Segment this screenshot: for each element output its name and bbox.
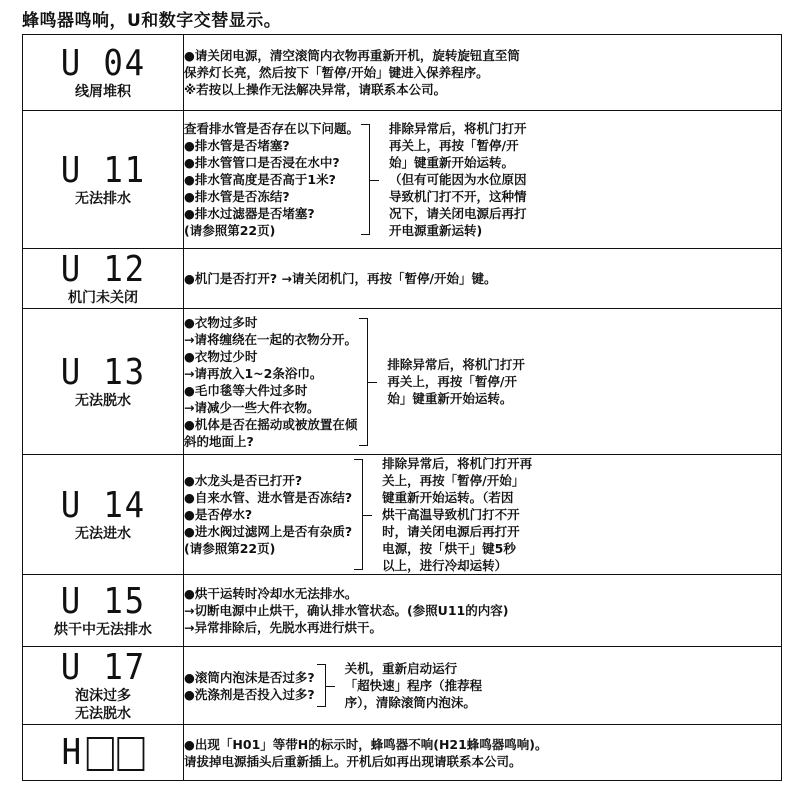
- remedy-text-line: ●烘干运转时冷却水无法排水。: [184, 586, 358, 601]
- remedy-cell: [184, 35, 782, 111]
- remedy-text-line: 时，请关闭电源后再打开: [382, 524, 520, 539]
- remedy-text-line: 再关上，再按「暂停/开: [389, 138, 519, 153]
- remedy-text-line: →请减少一些大件衣物。: [184, 399, 320, 415]
- remedy-text-line: →异常排除后，先脱水再进行烘干。: [184, 620, 382, 635]
- remedy-text-line: ●滚筒内泡沫是否过多?: [184, 669, 315, 685]
- error-code-label: 无法脱水: [75, 392, 131, 409]
- remedy-text-line: 电源，按「烘干」键5秒: [382, 541, 516, 556]
- remedy-cell: [184, 455, 782, 575]
- blank-digit-icon: [117, 737, 144, 771]
- error-code-cell: [23, 647, 184, 725]
- remedy-text-line: 保养灯长亮，然后按下「暂停/开始」键进入保养程序。: [184, 65, 489, 80]
- remedy-text-line: ●是否停水?: [184, 507, 253, 522]
- remedy-text-line: ●机体是否在摇动或被放置在倾: [184, 416, 358, 432]
- remedy-text-line: 烘干高温导致机门打不开: [382, 507, 520, 522]
- remedy-cell: [184, 249, 782, 309]
- remedy-text-line: 排除异常后，将机门打开: [387, 357, 525, 372]
- error-code-label: 泡沫过多: [75, 687, 131, 704]
- remedy-text-line: 排除异常后，将机门打开: [389, 121, 527, 136]
- remedy-text-line: 序），清除滚筒内泡沫。: [344, 695, 476, 710]
- error-code-display: U 13: [60, 351, 146, 393]
- remedy-text-line: 开电源重新运转): [389, 223, 483, 238]
- error-code-cell: [23, 575, 184, 647]
- remedy-text-line: 查看排水管是否存在以下问题。: [184, 121, 360, 136]
- remedy-cell: [184, 309, 782, 455]
- remedy-text-line: ●排水管高度是否高于1米?: [184, 172, 336, 187]
- blank-digit-icon: [87, 737, 114, 771]
- remedy-text-line: ●衣物过少时: [184, 348, 258, 364]
- remedy-text-line: 关上，再按「暂停/开始」: [382, 473, 525, 488]
- error-code-cell: [23, 455, 184, 575]
- error-code-cell: [23, 725, 184, 781]
- remedy-text-line: →请将缠绕在一起的衣物分开。: [184, 331, 357, 347]
- error-code-display: U 11: [60, 149, 146, 191]
- remedy-text-line: 导致机门打不开，这种情: [389, 189, 527, 204]
- remedy-text-line: 始」键重新开始运转。: [389, 155, 515, 170]
- error-row: [23, 309, 782, 455]
- remedy-text-line: ※若按以上操作无法解决异常，请联系本公司。: [184, 82, 447, 97]
- error-code-display: U 04: [60, 42, 146, 84]
- remedy-text-line: （但有可能因为水位原因: [389, 172, 527, 187]
- remedy-text-line: 排除异常后，将机门打开再: [382, 456, 533, 471]
- remedy-text-line: (请参照第22页): [184, 223, 276, 238]
- remedy-text-line: ●毛巾毯等大件过多时: [184, 382, 308, 398]
- remedy-text-line: ●排水管是否堵塞?: [184, 138, 290, 153]
- remedy-text-line: 「超快速」程序（推荐程: [344, 678, 483, 693]
- remedy-text-line: 关机，重新启动运行: [344, 661, 458, 676]
- remedy-text-line: 以上，进行冷却运转）: [382, 558, 508, 573]
- error-row: [23, 575, 782, 647]
- error-code-cell: [23, 249, 184, 309]
- remedy-text-line: (请参照第22页): [184, 541, 276, 556]
- bracket-icon: [317, 660, 339, 711]
- remedy-text-line: 斜的地面上?: [184, 433, 254, 449]
- remedy-text-line: ●排水管是否冻结?: [184, 189, 290, 204]
- error-code-table: [22, 34, 782, 781]
- error-code-label: 无法进水: [75, 525, 131, 542]
- remedy-text-line: ●机门是否打开? →请关闭机门，再按「暂停/开始」键。: [184, 271, 497, 286]
- error-row: [23, 111, 782, 249]
- error-code-label: 机门未关闭: [68, 289, 138, 306]
- remedy-text-line: ●自来水管、进水管是否冻结?: [184, 490, 353, 505]
- error-code-cell: [23, 35, 184, 111]
- remedy-cell: [184, 111, 782, 249]
- error-code-label: 无法脱水: [75, 705, 131, 722]
- remedy-text-line: ●进水阀过滤网上是否有杂质?: [184, 524, 353, 539]
- remedy-text-line: ●水龙头是否已打开?: [184, 473, 303, 488]
- error-code-label: 烘干中无法排水: [54, 621, 152, 638]
- remedy-text-line: ●排水管管口是否浸在水中?: [184, 155, 340, 170]
- remedy-text-line: ●出现「H01」等带H的标示时，蜂鸣器不响(H21蜂鸣器鸣响)。: [184, 736, 548, 752]
- error-row: [23, 249, 782, 309]
- remedy-text-line: 始」键重新开始运转。: [387, 391, 513, 406]
- error-row: [23, 725, 782, 781]
- page-title: 蜂鸣器鸣响，U和数字交替显示。: [22, 11, 282, 31]
- error-code-label: 线屑堆积: [75, 83, 131, 100]
- remedy-text-line: 况下，请关闭电源后再打: [389, 206, 527, 221]
- error-code-cell: [23, 111, 184, 249]
- error-row: [23, 647, 782, 725]
- error-row: [23, 35, 782, 111]
- remedy-text-line: 再关上，再按「暂停/开: [387, 374, 517, 389]
- remedy-text-line: ●排水过滤器是否堵塞?: [184, 206, 315, 221]
- error-row: [23, 455, 782, 575]
- remedy-text-line: →切断电源中止烘干，确认排水管状态。(参照U11的内容): [184, 603, 509, 618]
- remedy-text-line: ●洗涤剂是否投入过多?: [184, 686, 315, 702]
- bracket-icon: [354, 455, 376, 574]
- remedy-cell: [184, 647, 782, 725]
- remedy-text-line: ●衣物过多时: [184, 314, 258, 330]
- bracket-icon: [361, 120, 383, 239]
- remedy-cell: [184, 575, 782, 647]
- error-code-display: U 14: [60, 484, 146, 526]
- error-code-display: U 12: [60, 248, 146, 290]
- error-code-cell: [23, 309, 184, 455]
- remedy-text-line: →请再放入1~2条浴巾。: [184, 365, 323, 381]
- error-code-display: H: [62, 734, 145, 772]
- error-code-display: U 17: [60, 646, 146, 688]
- error-code-label: 无法排水: [75, 190, 131, 207]
- remedy-text-line: 请拔掉电源插头后重新插上。开机后如再出现请联系本公司。: [184, 753, 522, 769]
- error-code-display: U 15: [60, 580, 146, 622]
- remedy-text-line: 键重新开始运转。（若因: [382, 490, 514, 505]
- remedy-text-line: ●请关闭电源，清空滚筒内衣物再重新开机，旋转旋钮直至筒: [184, 48, 520, 63]
- bracket-icon: [359, 314, 381, 450]
- remedy-cell: [184, 725, 782, 781]
